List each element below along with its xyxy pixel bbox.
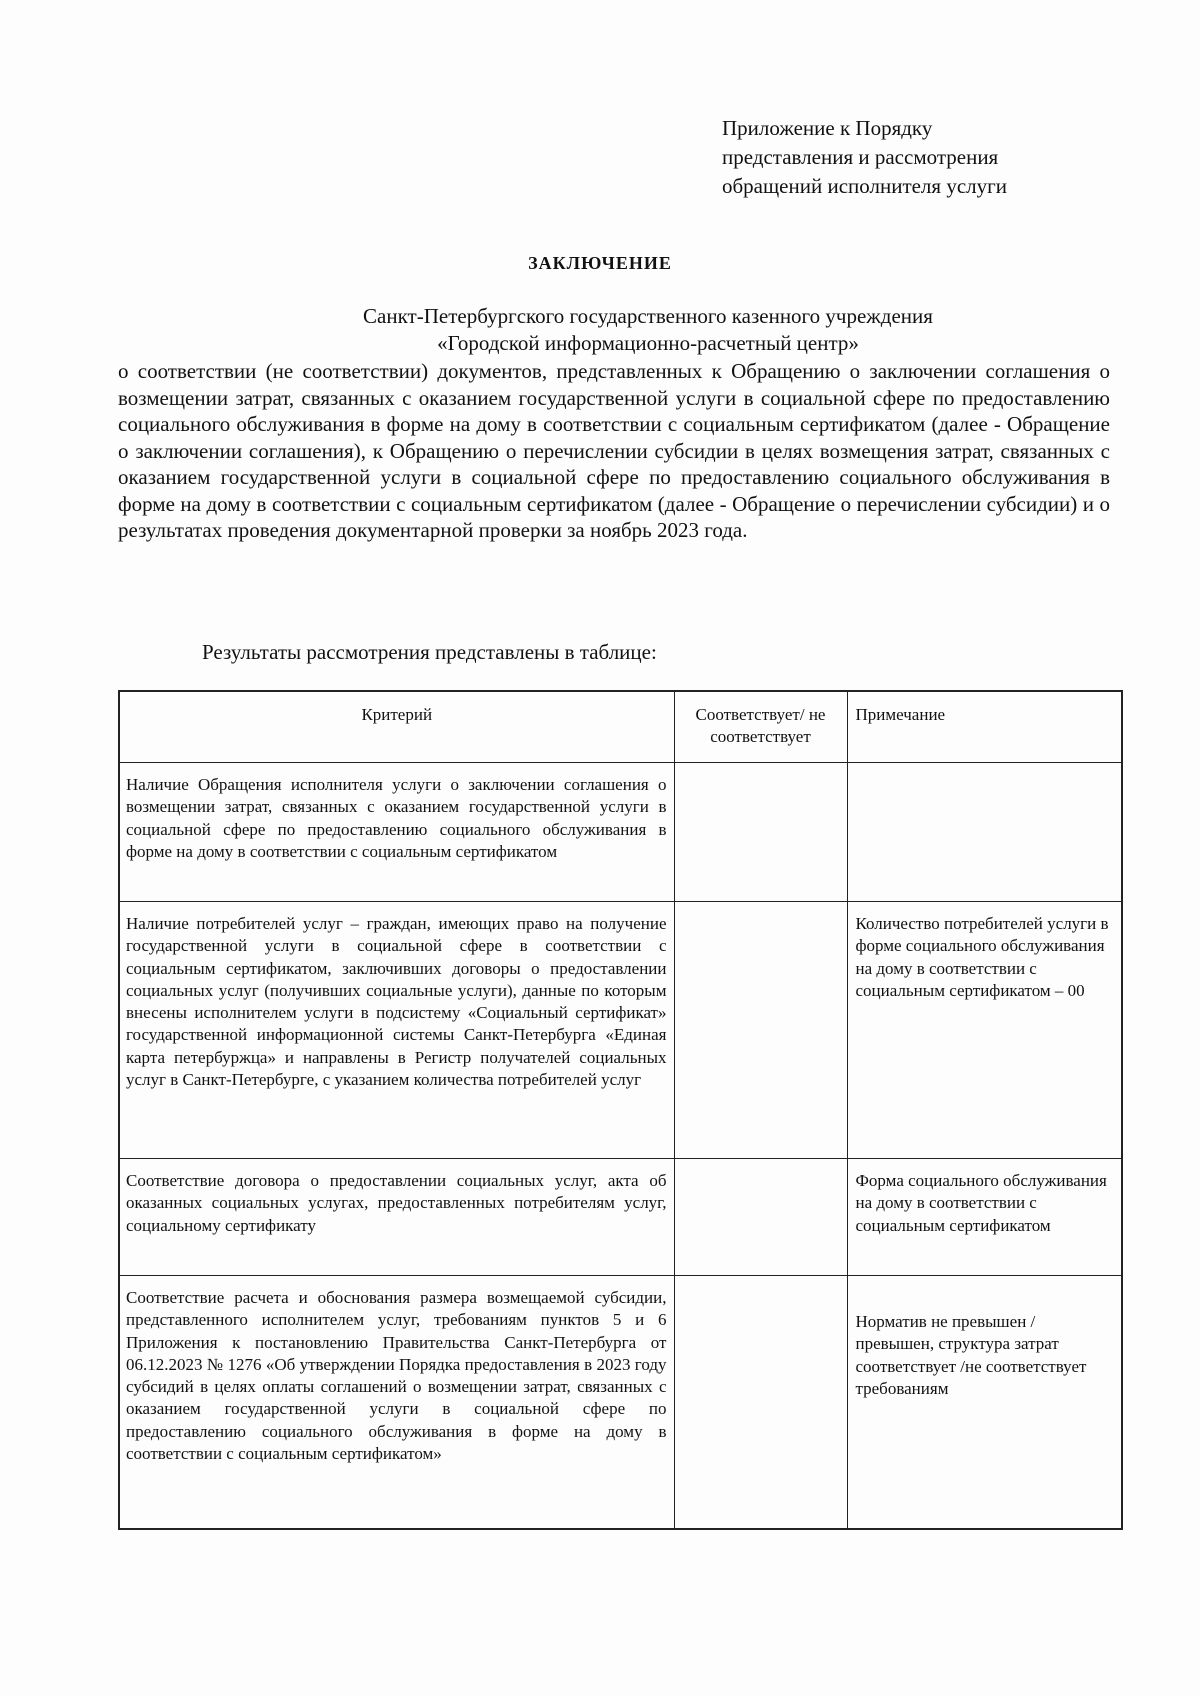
header-compliance: Соответствует/ не соответствует — [674, 691, 847, 763]
conclusion-body-text: о соответствии (не соответствии) документов, представленных к Обращению о заключении соглашения о возмещении затрат, связанных с оказанием государственной услуги в социальной сфере по предоставлению социального обслуживания в форме на дому в соответствии с социальным сертификатом (далее - Обращение о заключении соглашения), к Обращению о перечислении субсидии в целях возмещения затрат, связанных с оказанием государственной услуги в социальной сфере по предоставлению социального обслуживания в форме на дому в соответствии с социальным сертификатом (далее - Обращение о перечислении субсидии) и о результатах проведения документарной проверки за ноябрь 2023 года. — [118, 359, 1110, 542]
compliance-cell — [674, 1159, 847, 1276]
note-cell: Форма социального обслуживания на дому в соответствии с социальным сертификатом — [847, 1159, 1122, 1276]
table-row — [119, 1276, 1122, 1530]
annex-line-2: представления и рассмотрения — [722, 145, 999, 169]
organization-line-1: Санкт-Петербургского государственного казенного учреждения — [363, 304, 933, 328]
header-criterion: Критерий — [119, 691, 674, 763]
criterion-cell: Наличие потребителей услуг – граждан, имеющих право на получение государственной услуги в социальной сфере в соответствии с социальным сертификатом, заключивших договоры о предоставлении социальных услуг (получивших социальные услуги), данные по которым внесены исполнителем услуги в подсистему «Социальный сертификат» государственной информационной системы Санкт-Петербурга «Единая карта петербуржца» и направлены в Регистр получателей социальных услуг в Санкт-Петербурге, с указанием количества потребителей услуг — [119, 902, 674, 1159]
criterion-cell: Соответствие расчета и обоснования размера возмещаемой субсидии, представленного исполнителем услуг, требованиям пунктов 5 и 6 Приложения к постановлению Правительства Санкт-Петербурга от 06.12.2023 № 1276 «Об утверждении Порядка предоставления в 2023 году субсидий в целях оплаты соглашений о возмещении затрат, связанных с оказанием государственной услуги в социальной сфере по предоставлению социального обслуживания в форме на дому в соответствии с социальным сертификатом» — [119, 1276, 674, 1530]
table-intro: Результаты рассмотрения представлены в таблице: — [202, 640, 657, 664]
note-cell: Норматив не превышен / превышен, структура затрат соответствует /не соответствует требованиям — [847, 1276, 1122, 1530]
table-row — [119, 763, 1122, 902]
organization-name — [118, 303, 1178, 357]
criterion-cell: Наличие Обращения исполнителя услуги о заключении соглашения о возмещении затрат, связанных с оказанием государственной услуги в социальной сфере по предоставлению социального обслуживания в форме на дому в соответствии с социальным сертификатом — [119, 763, 674, 902]
criterion-cell: Соответствие договора о предоставлении социальных услуг, акта об оказанных социальных услугах, предоставленных потребителям услуг, социальному сертификату — [119, 1159, 674, 1276]
compliance-cell — [674, 1276, 847, 1530]
compliance-cell — [674, 763, 847, 902]
note-cell: Количество потребителей услуги в форме социального обслуживания на дому в соответствии с социальным сертификатом – 00 — [847, 902, 1122, 1159]
table-row — [119, 1159, 1122, 1276]
header-note: Примечание — [847, 691, 1122, 763]
annex-line-1: Приложение к Порядку — [722, 116, 933, 140]
table-header-row — [119, 691, 1122, 763]
compliance-cell — [674, 902, 847, 1159]
table-row — [119, 902, 1122, 1159]
organization-line-2: «Городской информационно-расчетный центр» — [437, 331, 859, 355]
results-table — [118, 690, 1123, 1530]
annex-heading — [722, 114, 1122, 201]
annex-line-3: обращений исполнителя услуги — [722, 174, 1007, 198]
note-cell — [847, 763, 1122, 902]
document-title: ЗАКЛЮЧЕНИЕ — [528, 253, 672, 273]
